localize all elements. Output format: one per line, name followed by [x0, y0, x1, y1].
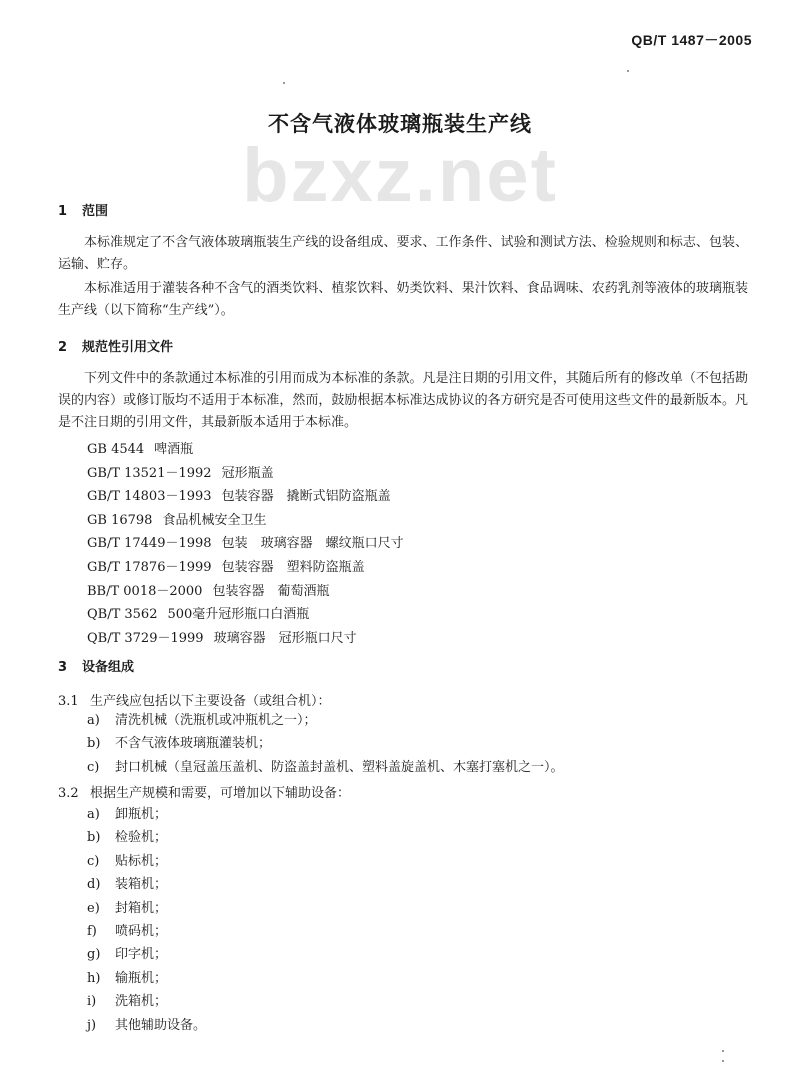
list-item	[87, 756, 564, 779]
reference-title: 包装容器 撬断式铝防盗瓶盖	[221, 489, 391, 505]
reference-code: GB/T 17449－1998	[87, 536, 212, 552]
reference-item	[87, 556, 404, 580]
item-label: a)	[87, 713, 100, 728]
reference-list	[87, 438, 404, 650]
reference-code: BB/T 0018－2000	[87, 583, 203, 599]
scan-speck	[722, 1060, 724, 1062]
section-1-paragraph-1: 本标准规定了不含气液体玻璃瓶装生产线的设备组成、要求、工作条件、试验和测试方法、检验规则和标志、包装、运输、贮存。	[58, 235, 748, 272]
reference-title: 玻璃容器 冠形瓶口尺寸	[213, 630, 357, 646]
item-text: 装箱机；	[115, 877, 168, 893]
reference-item	[87, 509, 404, 533]
item-text: 检验机；	[115, 830, 168, 846]
item-text: 卸瓶机；	[115, 807, 168, 822]
item-text: 喷码机；	[115, 923, 168, 939]
reference-item	[87, 438, 404, 462]
clause-text: 生产线应包括以下主要设备（或组合机）：	[90, 694, 331, 709]
list-item	[87, 732, 564, 755]
list-item	[87, 920, 206, 943]
section-3-heading	[58, 656, 134, 675]
reference-code: GB/T 13521－1992	[87, 465, 212, 481]
reference-code: GB 16798	[87, 512, 153, 528]
clause-3-1-items	[87, 709, 564, 779]
reference-item	[87, 580, 404, 604]
item-text: 贴标机；	[115, 853, 168, 869]
item-text: 封箱机；	[115, 900, 168, 916]
document-title: 不含气液体玻璃瓶装生产线	[268, 112, 532, 136]
list-item	[87, 1014, 206, 1037]
item-text: 封口机械（皇冠盖压盖机、防盗盖封盖机、塑料盖旋盖机、木塞打塞机之一）。	[115, 759, 564, 775]
standard-code: QB/T 1487－2005	[631, 32, 752, 48]
item-label: e)	[87, 900, 100, 916]
reference-title: 冠形瓶盖	[221, 465, 274, 481]
item-label: f)	[87, 923, 97, 939]
item-text: 印字机；	[115, 947, 168, 963]
reference-code: GB/T 17876－1999	[87, 559, 212, 575]
section-1-heading	[58, 200, 108, 219]
reference-title: 500毫升冠形瓶口白酒瓶	[167, 607, 310, 623]
item-text: 清洗机械（洗瓶机或冲瓶机之一）；	[115, 713, 317, 728]
item-text: 不含气液体玻璃瓶灌装机；	[115, 736, 272, 752]
list-item	[87, 850, 206, 873]
reference-title: 食品机械安全卫生	[162, 512, 267, 528]
reference-title: 包装容器 塑料防盗瓶盖	[221, 559, 365, 575]
section-number: 1	[58, 204, 68, 219]
reference-title: 包装容器 葡萄酒瓶	[212, 583, 330, 599]
clause-3-2-items	[87, 803, 206, 1037]
item-label: b)	[87, 736, 101, 752]
scan-speck	[283, 82, 285, 84]
clause-number: 3.2	[58, 786, 79, 801]
list-item	[87, 897, 206, 920]
section-2-paragraph: 下列文件中的条款通过本标准的引用而成为本标准的条款。凡是注日期的引用文件，其随后所有的修改单（不包括勘误的内容）或修订版均不适用于本标准，然而，鼓励根据本标准达成协议的各方研究是否可使用这些文件的最新版本。凡是不注日期的引用文件，其最新版本适用于本标准。	[58, 371, 748, 430]
section-number: 2	[58, 340, 68, 355]
clause-text: 根据生产规模和需要，可增加以下辅助设备：	[90, 786, 351, 801]
section-title: 规范性引用文件	[82, 340, 174, 355]
item-text: 其他辅助设备。	[115, 1017, 207, 1033]
list-item	[87, 990, 206, 1013]
clause-number: 3.1	[58, 694, 79, 709]
watermark: bzxz.net	[242, 133, 558, 218]
item-label: g)	[87, 947, 101, 963]
reference-code: QB/T 3729－1999	[87, 630, 204, 646]
item-text: 输瓶机；	[115, 970, 168, 986]
reference-item	[87, 627, 404, 651]
section-2-heading	[58, 336, 173, 355]
section-title: 设备组成	[82, 660, 135, 675]
reference-code: GB/T 14803－1993	[87, 489, 212, 505]
reference-code: GB 4544	[87, 442, 145, 457]
item-label: c)	[87, 759, 100, 775]
list-item	[87, 709, 564, 732]
reference-item	[87, 462, 404, 486]
reference-item	[87, 603, 404, 627]
clause-3-1	[58, 690, 331, 709]
item-label: b)	[87, 830, 101, 846]
scan-speck	[722, 1050, 724, 1052]
list-item	[87, 943, 206, 966]
reference-title: 啤酒瓶	[154, 442, 194, 457]
item-label: i)	[87, 994, 97, 1010]
section-1-paragraph-2: 本标准适用于灌装各种不含气的酒类饮料、植浆饮料、奶类饮料、果汁饮料、食品调味、农药乳剂等液体的玻璃瓶装生产线（以下简称“生产线”）。	[58, 281, 748, 318]
item-label: j)	[87, 1017, 97, 1033]
reference-item	[87, 485, 404, 509]
reference-code: QB/T 3562	[87, 607, 158, 623]
list-item	[87, 873, 206, 896]
item-label: c)	[87, 853, 100, 869]
reference-item	[87, 532, 404, 556]
item-label: h)	[87, 970, 101, 986]
scan-speck	[627, 70, 629, 72]
list-item	[87, 826, 206, 849]
reference-title: 包装 玻璃容器 螺纹瓶口尺寸	[221, 536, 404, 552]
list-item	[87, 967, 206, 990]
clause-3-2	[58, 782, 350, 801]
section-title: 范围	[82, 204, 109, 219]
item-text: 洗箱机；	[115, 994, 168, 1010]
item-label: d)	[87, 877, 101, 893]
list-item	[87, 803, 206, 826]
section-number: 3	[58, 660, 68, 675]
item-label: a)	[87, 807, 100, 822]
